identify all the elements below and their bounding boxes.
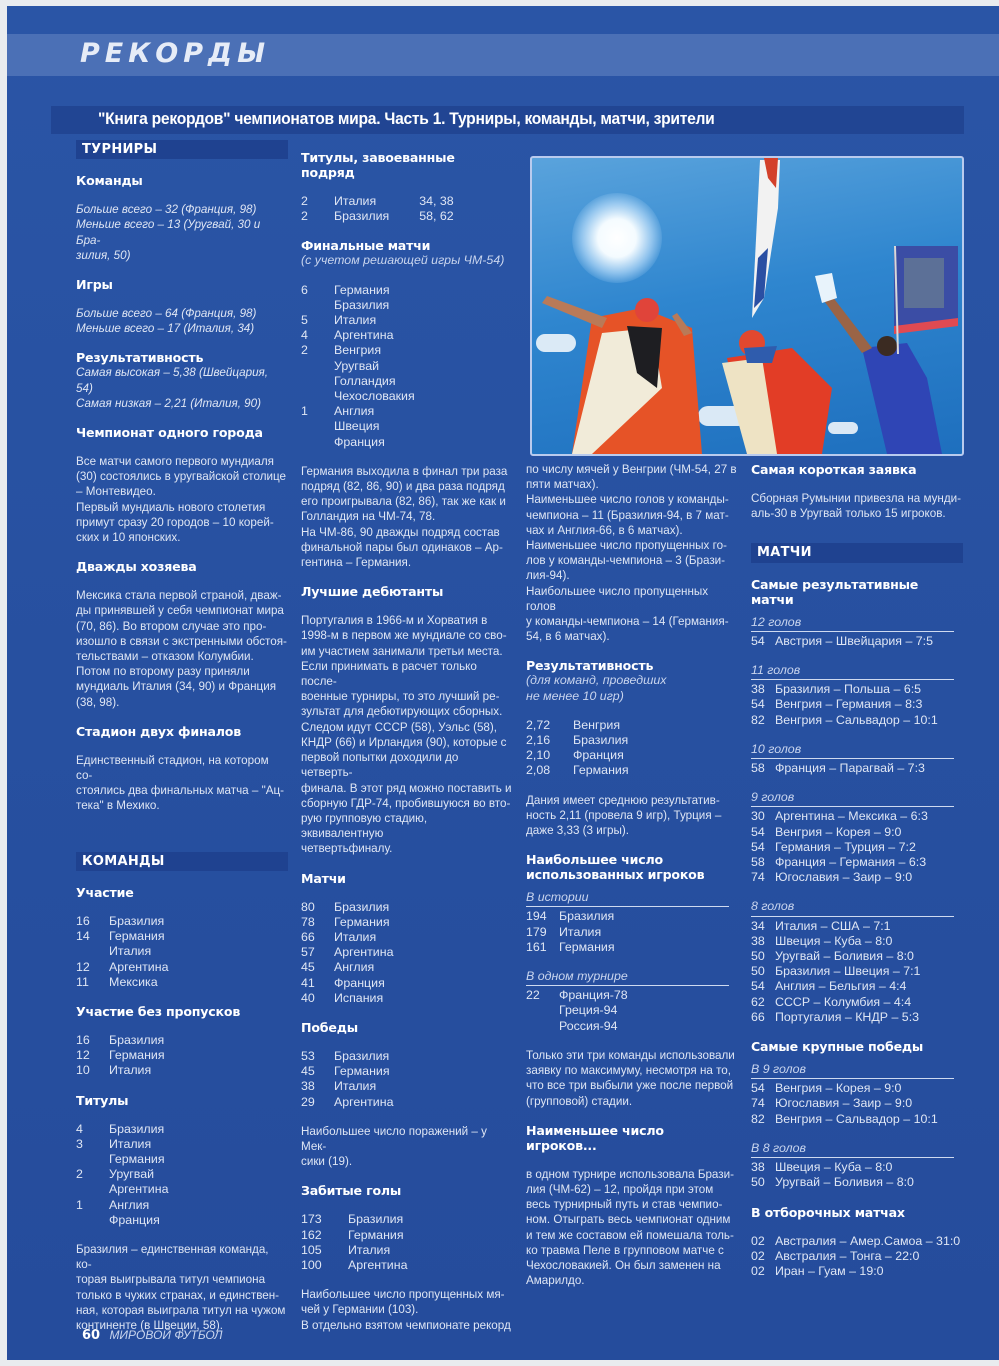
heading-finals: Финальные матчи — [301, 238, 431, 254]
table-row: Франция — [109, 1212, 160, 1227]
list-item: 82 Венгрия – Сальвадор – 10:1 — [751, 712, 938, 727]
list-item: 54 Германия – Турция – 7:2 — [751, 839, 916, 854]
table-goals — [301, 1212, 407, 1273]
heading-teams-count: Команды — [76, 173, 143, 189]
label-8-goals: 8 голов — [751, 899, 954, 916]
list-item: 58 Франция – Парагвай – 7:3 — [751, 761, 925, 776]
table-row: 12 Германия — [76, 1048, 165, 1063]
heading-no-gaps: Участие без пропусков — [76, 1003, 241, 1019]
list-10-goals — [751, 761, 963, 776]
page-footer — [82, 1328, 223, 1343]
heading-twice-hosts: Дважды хозяева — [76, 559, 197, 575]
heading-goals: Забитые голы — [301, 1183, 402, 1199]
table-row: 5 Италия — [301, 313, 377, 328]
table-row: 194 Бразилия — [526, 909, 615, 924]
table-row: 53 Бразилия — [301, 1048, 390, 1063]
heading-matches-count: Матчи — [301, 870, 346, 886]
table-row: Швеция — [334, 419, 380, 434]
table-row: 161 Германия — [526, 939, 615, 954]
text-one-city: Все матчи самого первого мундиаля (30) состоялись в уругвайской столице – Монтевидео. Первый мундиаль нового столетия примут сразу 20 городов – 10 корей- ских и 10 японских. — [76, 454, 287, 545]
table-row: 3 Италия — [76, 1136, 152, 1151]
label-in-one-tournament: В одном турнире — [526, 969, 729, 986]
table-row: Голландия — [334, 373, 396, 388]
list-item: 38 Швеция – Куба – 8:0 — [751, 933, 893, 948]
heading-highest-scoring: Самые результативные матчи — [751, 576, 919, 607]
text-teams-count: Больше всего – 32 (Франция, 98) Меньше всего – 13 (Уругвай, 30 и Бра- зилия, 50) — [76, 202, 261, 262]
section-title: РЕКОРДЫ — [80, 38, 271, 69]
page-number: 60 — [82, 1328, 101, 1343]
label-11-goals: 11 голов — [751, 663, 954, 680]
text-goals: Наибольшее число пропущенных мя- чей у Германии (103). В отдельно взятом чемпионате рекорд — [301, 1287, 511, 1332]
band-tournaments: ТУРНИРЫ — [76, 140, 288, 159]
table-row: Чехословакия — [334, 389, 415, 404]
column-1 — [76, 140, 288, 1347]
table-wins — [301, 1049, 393, 1110]
table-row: 22 Франция-78 — [526, 988, 628, 1003]
table-row: Германия — [109, 1151, 165, 1166]
table-row: 6 Германия — [301, 282, 390, 297]
heading-fewest-players: Наименьшее число игроков... — [526, 1122, 664, 1153]
section-band — [7, 34, 999, 76]
label-by-9-goals: В 9 голов — [751, 1062, 954, 1079]
table-consecutive — [301, 194, 454, 224]
text-games: Больше всего – 64 (Франция, 98) Меньше всего – 17 (Италия, 34) — [76, 306, 257, 336]
table-row: Уругвай — [334, 358, 380, 373]
text-two-finals: Единственный стадион, на котором со- стоялись два финальных матча – "Ац- тека" в Мехико. — [76, 752, 285, 813]
table-team-scoring — [526, 718, 629, 779]
table-row: 29 Аргентина — [301, 1094, 394, 1109]
table-row: 4 Бразилия — [76, 1121, 165, 1136]
list-item: 50 Бразилия – Швеция – 7:1 — [751, 964, 921, 979]
table-row: 38 Италия — [301, 1079, 377, 1094]
column-2 — [301, 140, 513, 1347]
list-item: 50 Уругвай – Боливия – 8:0 — [751, 1175, 914, 1190]
list-9-goals — [751, 809, 963, 885]
heading-scoring: Результативность — [76, 350, 204, 366]
table-titles — [76, 1122, 168, 1228]
table-row: 2 Италия 34, 38 — [301, 194, 454, 208]
table-row: 1 Англия — [301, 404, 375, 419]
table-row: 80 Бразилия — [301, 899, 390, 914]
label-in-history: В истории — [526, 890, 729, 907]
list-12-goals — [751, 634, 963, 649]
table-row: 1 Англия — [76, 1197, 150, 1212]
heading-shortest-squad: Самая короткая заявка — [751, 462, 917, 477]
list-item: 62 СССР – Колумбия – 4:4 — [751, 994, 912, 1009]
table-row: 12 Аргентина — [76, 959, 169, 974]
list-item: 74 Югославия – Заир – 9:0 — [751, 1096, 913, 1111]
table-row: 2,08 Германия — [526, 763, 629, 778]
text-team-scoring: Дания имеет среднюю результатив- ность 2,11 (провела 9 игр), Турция – даже 3,33 (3 игры). — [526, 792, 722, 838]
band-teams: КОМАНДЫ — [76, 852, 288, 871]
list-item: 66 Португалия – КНДР – 5:3 — [751, 1009, 920, 1024]
list-item: 02 Австралия – Тонга – 22:0 — [751, 1248, 920, 1263]
list-by-9-goals — [751, 1081, 963, 1127]
table-row: Греция-94 — [559, 1003, 618, 1018]
list-item: 58 Франция – Германия – 6:3 — [751, 855, 927, 870]
heading-participation: Участие — [76, 884, 134, 900]
table-row: 16 Бразилия — [76, 1032, 165, 1047]
list-item: 54 Венгрия – Германия – 8:3 — [751, 697, 923, 712]
table-players-tournament — [526, 988, 628, 1034]
table-finals — [301, 283, 415, 450]
text-scoring: Самая высокая – 5,38 (Швейцария, 54) Самая низкая – 2,21 (Италия, 90) — [76, 365, 269, 410]
heading-games: Игры — [76, 277, 113, 293]
band-matches: МАТЧИ — [751, 543, 963, 562]
text-fewest-players: в одном турнире использовала Брази- лия (ЧМ-62) – 12, пройдя при этом весь турнирный путь и став чемпио- ном. Отыграть весь чемпионат одним и тем же составом ей помешала толь- ко травма Пеле в групповом матче с Чехословакией. Он был заменен на Амарилдо. — [526, 1166, 735, 1288]
label-by-8-goals: В 8 голов — [751, 1141, 954, 1158]
table-row: 2,72 Венгрия — [526, 717, 621, 732]
table-row: 4 Аргентина — [301, 328, 394, 343]
text-shortest-squad: Сборная Румынии привезла на мунди- аль-30 в Уругвай только 15 игроков. — [751, 491, 962, 521]
table-row: Россия-94 — [559, 1018, 618, 1033]
text-titles: Бразилия – единственная команда, ко- торая выигрывала титул чемпиона только в чужих странах, и единствен- ная, которая выиграла титул на чужом континенте (в Швеции, 58). — [76, 1241, 286, 1332]
table-row: 45 Англия — [301, 960, 375, 975]
table-row: 105 Италия — [301, 1242, 391, 1257]
list-qualifiers — [751, 1234, 963, 1280]
table-row: 41 Франция — [301, 975, 385, 990]
table-row: 2 Бразилия 58, 62 — [301, 209, 454, 224]
list-item: 54 Австрия – Швейцария – 7:5 — [751, 633, 933, 648]
table-row: Италия — [109, 944, 152, 959]
list-8-goals — [751, 919, 963, 1025]
table-players-history — [526, 909, 615, 955]
list-11-goals — [751, 682, 963, 728]
text-losses: Наибольшее число поражений – у Мек- сики (19). — [301, 1123, 487, 1169]
text-finals: Германия выходила в финал три раза подряд (82, 86, 90) и два раза подряд его проигрывала (82, 86), так же как и Голландия на ЧМ-74, 78. На ЧМ-86, 90 дважды подряд состав финальной пары был одинаков – Ар- гентина – Германия. — [301, 463, 508, 570]
list-item: 54 Англия – Бельгия – 4:4 — [751, 979, 907, 994]
table-row: Бразилия — [334, 297, 390, 312]
list-item: 34 Италия – США – 7:1 — [751, 918, 891, 933]
heading-team-scoring: Результативность — [526, 658, 654, 674]
heading-two-finals: Стадион двух финалов — [76, 723, 241, 739]
heading-consecutive: Титулы, завоеванные подряд — [301, 150, 455, 180]
table-row: Аргентина — [109, 1182, 169, 1197]
list-item: 54 Венгрия – Корея – 9:0 — [751, 1081, 902, 1096]
table-row: Франция — [334, 434, 385, 449]
table-row: 10 Италия — [76, 1063, 152, 1078]
subheading-team-scoring: (для команд, проведших не менее 10 игр) — [526, 673, 667, 703]
table-row: 2 Венгрия — [301, 343, 382, 358]
heading-biggest-wins: Самые крупные победы — [751, 1039, 924, 1055]
column-3 — [526, 462, 738, 1302]
table-row: 2,10 Франция — [526, 748, 624, 763]
column-4 — [751, 462, 963, 1293]
text-debutants: Португалия в 1966-м и Хорватия в 1998-м в первом же мундиале со сво- им участием занимали третьи места. Если принимать в расчет только после- военные турниры, то это лучший ре- зультат для дебютирующих сборных. Следом идут СССР (58), Уэльс (58), КНДР (66) и Ирландия (90), которые с первой попытки доходили до четверть- финала. В этот ряд можно поставить и сборную ГДР-74, пробившуюся во вто- рую групповую стадию, эквивалентную четвертьфиналу. — [301, 613, 512, 856]
list-item: 02 Австралия – Амер.Самоа – 31:0 — [751, 1233, 961, 1248]
fans-illustration — [532, 158, 962, 454]
text-twice-hosts: Мексика стала первой страной, дваж- ды принявшей у себя чемпионат мира (70, 86). Во втором случае это про- изошло в связи с экстренными обстоя- тельствами – отказом Колумбии. Потом по второму разу приняли мундиаль Италия (34, 90) и Франция (38, 98). — [76, 588, 287, 709]
table-row: 2 Уругвай — [76, 1167, 155, 1182]
article-title-bar — [51, 106, 964, 134]
label-12-goals: 12 голов — [751, 615, 954, 632]
heading-qualifiers: В отборочных матчах — [751, 1204, 905, 1220]
label-9-goals: 9 голов — [751, 790, 954, 807]
table-row: 45 Германия — [301, 1064, 390, 1079]
table-row: 78 Германия — [301, 914, 390, 929]
heading-one-city: Чемпионат одного города — [76, 425, 263, 441]
table-row: 66 Италия — [301, 929, 377, 944]
table-row: 2,16 Бразилия — [526, 733, 629, 748]
list-item: 82 Венгрия – Сальвадор – 10:1 — [751, 1111, 938, 1126]
magazine-name: МИРОВОЙ ФУТБОЛ — [109, 1328, 223, 1342]
table-row: 57 Аргентина — [301, 945, 394, 960]
heading-debutants: Лучшие дебютанты — [301, 584, 444, 600]
list-item: 50 Уругвай – Боливия – 8:0 — [751, 949, 914, 964]
table-row: 14 Германия — [76, 929, 165, 944]
heading-wins: Победы — [301, 1019, 358, 1035]
text-most-players: Только эти три команды использовали заявку по максимуму, несмотря на то, что все три выбыли уже после первой (групповой) стадии. — [526, 1047, 735, 1108]
table-row: 11 Мексика — [76, 974, 158, 989]
list-item: 38 Швеция – Куба – 8:0 — [751, 1160, 893, 1175]
label-10-goals: 10 голов — [751, 742, 954, 759]
list-by-8-goals — [751, 1160, 963, 1190]
heading-titles: Титулы — [76, 1092, 129, 1108]
table-row: 16 Бразилия — [76, 913, 165, 928]
table-row: 100 Аргентина — [301, 1257, 408, 1272]
table-no-gaps — [76, 1033, 165, 1079]
photo-fans-with-flags — [530, 156, 964, 456]
table-row: 162 Германия — [301, 1227, 404, 1242]
list-item: 38 Бразилия – Польша – 6:5 — [751, 682, 922, 697]
table-row: 173 Бразилия — [301, 1212, 404, 1227]
list-item: 30 Аргентина – Мексика – 6:3 — [751, 809, 928, 824]
table-row: 179 Италия — [526, 924, 602, 939]
table-row: 40 Испания — [301, 990, 384, 1005]
subheading-finals: (с учетом решающей игры ЧМ-54) — [301, 253, 505, 268]
heading-most-players: Наибольшее число использованных игроков — [526, 852, 705, 883]
list-item: 54 Венгрия – Корея – 9:0 — [751, 824, 902, 839]
table-participation — [76, 914, 168, 990]
article-title: "Книга рекордов" чемпионатов мира. Часть 1. Турниры, команды, матчи, зрители — [98, 109, 715, 128]
list-item: 74 Югославия – Заир – 9:0 — [751, 870, 913, 885]
text-continued-goals: по числу мячей у Венгрии (ЧМ-54, 27 в пяти матчах). Наименьшее число голов у команды- чемпиона – 11 (Бразилия-94, в 7 мат- чах и Англия-66, в 6 матчах). Наименьшее число пропущенных го- лов у команды-чемпиона – 3 (Брази- лия-94). Наибольшее число пропущенных голов у команды-чемпиона – 14 (Германия- 54, в 6 матчах). — [526, 462, 737, 644]
list-item: 02 Иран – Гуам – 19:0 — [751, 1263, 884, 1278]
table-matches-count — [301, 900, 393, 1006]
